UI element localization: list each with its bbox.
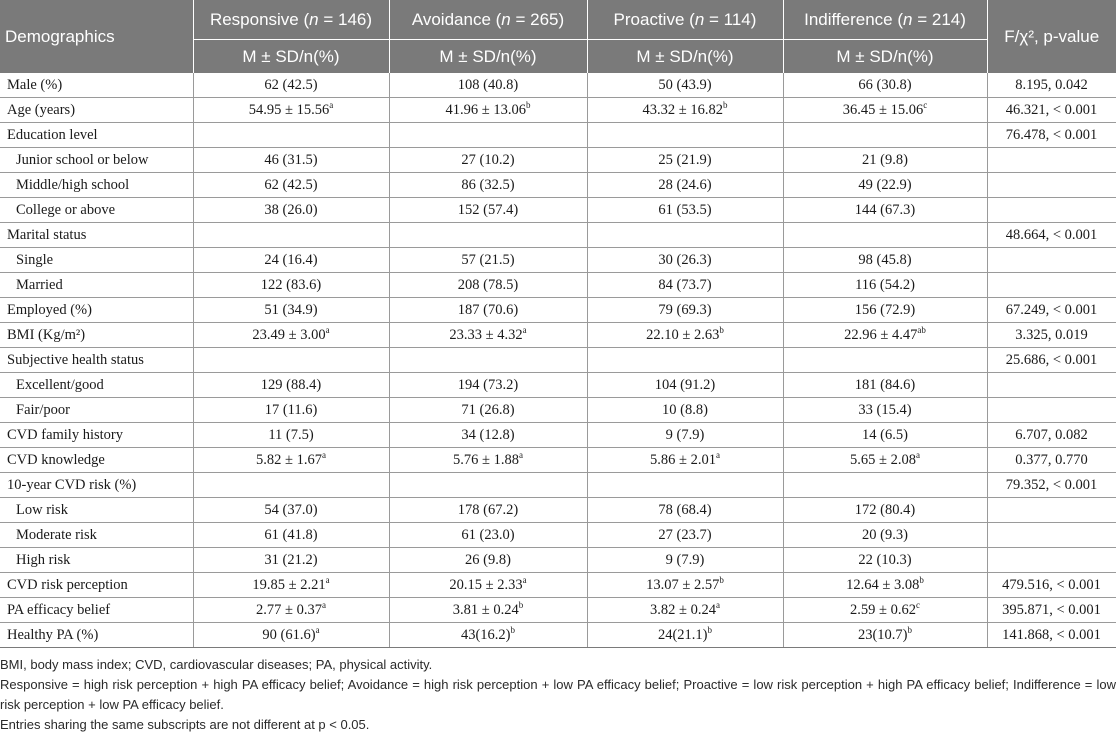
cell-value: 54.95 ± 15.56 xyxy=(248,101,330,118)
cell-value: 62 (42.5) xyxy=(264,76,318,93)
table-row xyxy=(0,348,1116,373)
table-row xyxy=(0,598,1116,623)
table-cell xyxy=(389,623,587,648)
cell-superscript: a xyxy=(321,599,326,610)
table-cell xyxy=(389,548,587,573)
cell-value: 30 (26.3) xyxy=(658,251,712,268)
table-cell xyxy=(783,248,987,273)
table-cell xyxy=(783,98,987,123)
table-row xyxy=(0,573,1116,598)
cell-superscript: a xyxy=(715,449,720,460)
table-cell xyxy=(193,548,389,573)
table-cell xyxy=(587,523,783,548)
cell-value: 178 (67.2) xyxy=(457,501,519,518)
table-cell xyxy=(389,223,587,248)
cell-value: 23.33 ± 4.32 xyxy=(449,326,523,343)
table-row xyxy=(0,498,1116,523)
table-cell xyxy=(193,598,389,623)
table-cell xyxy=(193,373,389,398)
table-cell xyxy=(389,323,587,348)
table-cell xyxy=(193,573,389,598)
table-cell xyxy=(389,73,587,98)
cell-value: 5.86 ± 2.01 xyxy=(650,451,716,468)
table-footnotes xyxy=(0,655,1116,735)
stat-cell: 3.325, 0.019 xyxy=(987,323,1116,348)
table-cell xyxy=(193,398,389,423)
footnote-subscripts: Entries sharing the same subscripts are not different at p < 0.05. xyxy=(0,717,370,732)
table-cell xyxy=(783,523,987,548)
table-cell xyxy=(783,273,987,298)
cell-value: 17 (11.6) xyxy=(264,401,318,418)
table-cell xyxy=(389,573,587,598)
header-stat-indifference: M ± SD/n(%) xyxy=(783,40,987,74)
cell-value: 152 (57.4) xyxy=(457,201,519,218)
cell-superscript: a xyxy=(325,574,330,585)
table-row xyxy=(0,148,1116,173)
table-cell xyxy=(193,198,389,223)
table-cell xyxy=(193,173,389,198)
table-cell xyxy=(389,273,587,298)
cell-value: 54 (37.0) xyxy=(264,501,318,518)
header-group-indifference: Indifference (n = 214) xyxy=(783,0,987,40)
table-cell xyxy=(783,198,987,223)
table-row xyxy=(0,73,1116,98)
table-cell xyxy=(783,323,987,348)
cell-value: 9 (7.9) xyxy=(665,551,705,568)
cell-value: 98 (45.8) xyxy=(858,251,912,268)
table-cell xyxy=(587,473,783,498)
cell-value: 24 (16.4) xyxy=(264,251,318,268)
header-row-groups xyxy=(0,0,1116,40)
row-label: Male (%) xyxy=(0,73,193,98)
cell-superscript: a xyxy=(522,574,527,585)
table-cell xyxy=(587,423,783,448)
row-label: Junior school or below xyxy=(0,148,193,173)
cell-value: 49 (22.9) xyxy=(858,176,912,193)
cell-value: 108 (40.8) xyxy=(457,76,519,93)
row-label: Subjective health status xyxy=(0,348,193,373)
table-cell xyxy=(587,448,783,473)
table-cell xyxy=(587,248,783,273)
table-cell xyxy=(587,148,783,173)
row-label: Fair/poor xyxy=(0,398,193,423)
table-cell xyxy=(587,373,783,398)
footnote-group-definitions: Responsive = high risk perception + high PA efficacy belief; Avoidance = high risk perception + low PA efficacy belief; Proactive = low risk perception + high PA efficacy belief; Indifference = low risk perception + low PA efficacy belief. xyxy=(0,677,1116,712)
cell-value: 71 (26.8) xyxy=(461,401,515,418)
cell-value: 187 (70.6) xyxy=(457,301,519,318)
cell-value: 20 (9.3) xyxy=(862,526,908,543)
cell-value: 3.82 ± 0.24 xyxy=(650,601,716,618)
cell-value: 22.10 ± 2.63 xyxy=(646,326,720,343)
stat-cell xyxy=(987,398,1116,423)
table-row xyxy=(0,98,1116,123)
cell-value: 23(10.7) xyxy=(857,626,908,643)
table-cell xyxy=(587,348,783,373)
stat-cell: 25.686, < 0.001 xyxy=(987,348,1116,373)
table-cell xyxy=(193,298,389,323)
table-cell xyxy=(389,173,587,198)
table-row xyxy=(0,473,1116,498)
cell-value: 11 (7.5) xyxy=(268,426,314,443)
row-label: Healthy PA (%) xyxy=(0,623,193,648)
table-cell xyxy=(783,373,987,398)
row-label: Employed (%) xyxy=(0,298,193,323)
cell-value: 61 (53.5) xyxy=(658,201,712,218)
cell-value: 43(16.2) xyxy=(460,626,511,643)
table-cell xyxy=(193,73,389,98)
row-label: Moderate risk xyxy=(0,523,193,548)
cell-value: 23.49 ± 3.00 xyxy=(252,326,326,343)
cell-superscript: a xyxy=(315,624,320,635)
table-row xyxy=(0,223,1116,248)
table-cell xyxy=(389,148,587,173)
stat-cell: 46.321, < 0.001 xyxy=(987,98,1116,123)
table-cell xyxy=(587,123,783,148)
cell-superscript: a xyxy=(522,324,527,335)
row-label: Married xyxy=(0,273,193,298)
table-cell xyxy=(193,123,389,148)
header-group-responsive: Responsive (n = 146) xyxy=(193,0,389,40)
cell-superscript: a xyxy=(715,599,720,610)
table-cell xyxy=(783,473,987,498)
cell-value: 25 (21.9) xyxy=(658,151,712,168)
cell-value: 5.65 ± 2.08 xyxy=(850,451,916,468)
cell-value: 9 (7.9) xyxy=(665,426,705,443)
table-cell xyxy=(389,423,587,448)
cell-value: 10 (8.8) xyxy=(662,401,708,418)
stat-cell xyxy=(987,548,1116,573)
cell-value: 61 (23.0) xyxy=(461,526,515,543)
table-cell xyxy=(587,73,783,98)
table-cell xyxy=(587,223,783,248)
table-row xyxy=(0,523,1116,548)
table-cell xyxy=(587,548,783,573)
table-cell xyxy=(783,148,987,173)
stat-cell: 79.352, < 0.001 xyxy=(987,473,1116,498)
table-cell xyxy=(783,173,987,198)
cell-superscript: c xyxy=(923,99,928,110)
table-cell xyxy=(587,598,783,623)
row-label: College or above xyxy=(0,198,193,223)
table-cell xyxy=(389,373,587,398)
cell-value: 21 (9.8) xyxy=(862,151,908,168)
cell-superscript: b xyxy=(510,624,516,635)
table-cell xyxy=(193,348,389,373)
table-cell xyxy=(783,598,987,623)
cell-superscript: a xyxy=(518,449,523,460)
row-label: Low risk xyxy=(0,498,193,523)
table-cell xyxy=(587,298,783,323)
row-label: High risk xyxy=(0,548,193,573)
table-row xyxy=(0,323,1116,348)
cell-value: 122 (83.6) xyxy=(260,276,322,293)
cell-value: 27 (23.7) xyxy=(658,526,712,543)
stat-cell xyxy=(987,523,1116,548)
cell-value: 57 (21.5) xyxy=(461,251,515,268)
row-label: CVD knowledge xyxy=(0,448,193,473)
cell-superscript: a xyxy=(915,449,920,460)
cell-value: 22 (10.3) xyxy=(858,551,912,568)
cell-value: 2.77 ± 0.37 xyxy=(256,601,322,618)
table-row xyxy=(0,423,1116,448)
table-cell xyxy=(389,523,587,548)
stat-cell xyxy=(987,198,1116,223)
header-demographics: Demographics xyxy=(0,0,193,73)
header-f-chi2-pvalue: F/χ², p-value xyxy=(987,0,1116,73)
stat-cell: 48.664, < 0.001 xyxy=(987,223,1116,248)
cell-value: 194 (73.2) xyxy=(457,376,519,393)
table-cell xyxy=(389,198,587,223)
table-cell xyxy=(193,498,389,523)
cell-superscript: b xyxy=(525,99,531,110)
table-row xyxy=(0,273,1116,298)
cell-value: 104 (91.2) xyxy=(654,376,716,393)
row-label: 10-year CVD risk (%) xyxy=(0,473,193,498)
cell-value: 156 (72.9) xyxy=(854,301,916,318)
cell-value: 28 (24.6) xyxy=(658,176,712,193)
stat-cell xyxy=(987,173,1116,198)
row-label: PA efficacy belief xyxy=(0,598,193,623)
row-label: Age (years) xyxy=(0,98,193,123)
cell-value: 86 (32.5) xyxy=(461,176,515,193)
cell-value: 5.76 ± 1.88 xyxy=(453,451,519,468)
row-label: Marital status xyxy=(0,223,193,248)
row-label: Single xyxy=(0,248,193,273)
table-cell xyxy=(193,623,389,648)
cell-superscript: a xyxy=(321,449,326,460)
stat-cell xyxy=(987,148,1116,173)
table-row xyxy=(0,398,1116,423)
cell-value: 22.96 ± 4.47 xyxy=(844,326,918,343)
table-cell xyxy=(783,623,987,648)
row-label: CVD family history xyxy=(0,423,193,448)
stat-cell: 67.249, < 0.001 xyxy=(987,298,1116,323)
row-label: Education level xyxy=(0,123,193,148)
header-stat-avoidance: M ± SD/n(%) xyxy=(389,40,587,74)
cell-value: 20.15 ± 2.33 xyxy=(449,576,523,593)
row-label: Excellent/good xyxy=(0,373,193,398)
table-row xyxy=(0,248,1116,273)
stat-cell: 8.195, 0.042 xyxy=(987,73,1116,98)
cell-superscript: b xyxy=(719,324,724,335)
table-cell xyxy=(389,473,587,498)
table-cell xyxy=(783,123,987,148)
table-cell xyxy=(783,548,987,573)
cell-value: 2.59 ± 0.62 xyxy=(850,601,916,618)
cell-value: 46 (31.5) xyxy=(264,151,318,168)
table-cell xyxy=(193,448,389,473)
table-cell xyxy=(389,448,587,473)
table-cell xyxy=(587,173,783,198)
table-cell xyxy=(783,298,987,323)
table-cell xyxy=(783,573,987,598)
table-cell xyxy=(587,98,783,123)
table-cell xyxy=(783,348,987,373)
cell-value: 19.85 ± 2.21 xyxy=(252,576,326,593)
cell-value: 13.07 ± 2.57 xyxy=(646,576,720,593)
stat-cell: 141.868, < 0.001 xyxy=(987,623,1116,648)
stat-cell: 6.707, 0.082 xyxy=(987,423,1116,448)
table-cell xyxy=(193,148,389,173)
table-cell xyxy=(193,423,389,448)
stat-cell: 395.871, < 0.001 xyxy=(987,598,1116,623)
cell-value: 84 (73.7) xyxy=(658,276,712,293)
cell-value: 24(21.1) xyxy=(657,626,708,643)
cell-value: 3.81 ± 0.24 xyxy=(452,601,519,618)
table-cell xyxy=(587,573,783,598)
stat-cell: 0.377, 0.770 xyxy=(987,448,1116,473)
table-cell xyxy=(587,398,783,423)
table-row xyxy=(0,373,1116,398)
table-cell xyxy=(587,623,783,648)
table-cell xyxy=(193,248,389,273)
cell-value: 41.96 ± 13.06 xyxy=(445,101,526,118)
cell-superscript: ab xyxy=(917,324,926,335)
table-row xyxy=(0,448,1116,473)
cell-value: 172 (80.4) xyxy=(854,501,916,518)
cell-superscript: a xyxy=(329,99,334,110)
cell-superscript: b xyxy=(907,624,913,635)
cell-value: 129 (88.4) xyxy=(260,376,322,393)
stat-cell xyxy=(987,498,1116,523)
table-cell xyxy=(193,98,389,123)
table-cell xyxy=(783,73,987,98)
table-cell xyxy=(193,223,389,248)
cell-value: 78 (68.4) xyxy=(658,501,712,518)
cell-value: 61 (41.8) xyxy=(264,526,318,543)
cell-value: 5.82 ± 1.67 xyxy=(256,451,322,468)
stat-cell: 76.478, < 0.001 xyxy=(987,123,1116,148)
cell-value: 51 (34.9) xyxy=(264,301,318,318)
table-cell xyxy=(389,123,587,148)
table-row xyxy=(0,623,1116,648)
cell-value: 208 (78.5) xyxy=(457,276,519,293)
table-cell xyxy=(193,273,389,298)
footnote-abbreviations: BMI, body mass index; CVD, cardiovascular diseases; PA, physical activity. xyxy=(0,657,433,672)
stat-cell: 479.516, < 0.001 xyxy=(987,573,1116,598)
row-label: CVD risk perception xyxy=(0,573,193,598)
table-cell xyxy=(193,523,389,548)
table-cell xyxy=(389,398,587,423)
cell-superscript: c xyxy=(915,599,920,610)
cell-value: 31 (21.2) xyxy=(264,551,318,568)
table-cell xyxy=(783,423,987,448)
table-body xyxy=(0,73,1116,648)
table-cell xyxy=(783,448,987,473)
table-row xyxy=(0,548,1116,573)
cell-value: 27 (10.2) xyxy=(461,151,515,168)
cell-value: 14 (6.5) xyxy=(862,426,908,443)
cell-value: 116 (54.2) xyxy=(855,276,915,293)
cell-superscript: b xyxy=(919,574,924,585)
cell-value: 66 (30.8) xyxy=(858,76,912,93)
cell-value: 34 (12.8) xyxy=(461,426,515,443)
cell-value: 43.32 ± 16.82 xyxy=(642,101,723,118)
cell-value: 12.64 ± 3.08 xyxy=(846,576,920,593)
table-cell xyxy=(389,348,587,373)
cell-superscript: b xyxy=(518,599,524,610)
table-cell xyxy=(389,498,587,523)
table-cell xyxy=(193,323,389,348)
cell-value: 90 (61.6) xyxy=(262,626,316,643)
cell-superscript: b xyxy=(719,574,724,585)
row-label: BMI (Kg/m²) xyxy=(0,323,193,348)
table-cell xyxy=(193,473,389,498)
cell-superscript: b xyxy=(722,99,728,110)
table-cell xyxy=(587,273,783,298)
cell-value: 181 (84.6) xyxy=(854,376,916,393)
table-cell xyxy=(783,398,987,423)
header-group-proactive: Proactive (n = 114) xyxy=(587,0,783,40)
row-label: Middle/high school xyxy=(0,173,193,198)
cell-value: 62 (42.5) xyxy=(264,176,318,193)
stat-cell xyxy=(987,248,1116,273)
cell-value: 144 (67.3) xyxy=(854,201,916,218)
table-row xyxy=(0,298,1116,323)
stat-cell xyxy=(987,373,1116,398)
header-stat-proactive: M ± SD/n(%) xyxy=(587,40,783,74)
header-group-avoidance: Avoidance (n = 265) xyxy=(389,0,587,40)
table-cell xyxy=(389,98,587,123)
cell-value: 38 (26.0) xyxy=(264,201,318,218)
table-cell xyxy=(587,198,783,223)
table-row xyxy=(0,173,1116,198)
cell-value: 33 (15.4) xyxy=(858,401,912,418)
table-cell xyxy=(389,598,587,623)
table-row xyxy=(0,123,1116,148)
table-cell xyxy=(587,323,783,348)
cell-superscript: b xyxy=(707,624,713,635)
table-cell xyxy=(389,248,587,273)
cell-value: 26 (9.8) xyxy=(465,551,511,568)
stat-cell xyxy=(987,273,1116,298)
table-cell xyxy=(783,498,987,523)
cell-superscript: a xyxy=(325,324,330,335)
table-cell xyxy=(783,223,987,248)
table-cell xyxy=(389,298,587,323)
header-stat-responsive: M ± SD/n(%) xyxy=(193,40,389,74)
cell-value: 36.45 ± 15.06 xyxy=(842,101,924,118)
table-row xyxy=(0,198,1116,223)
cell-value: 79 (69.3) xyxy=(658,301,712,318)
cell-value: 50 (43.9) xyxy=(658,76,712,93)
table-cell xyxy=(587,498,783,523)
